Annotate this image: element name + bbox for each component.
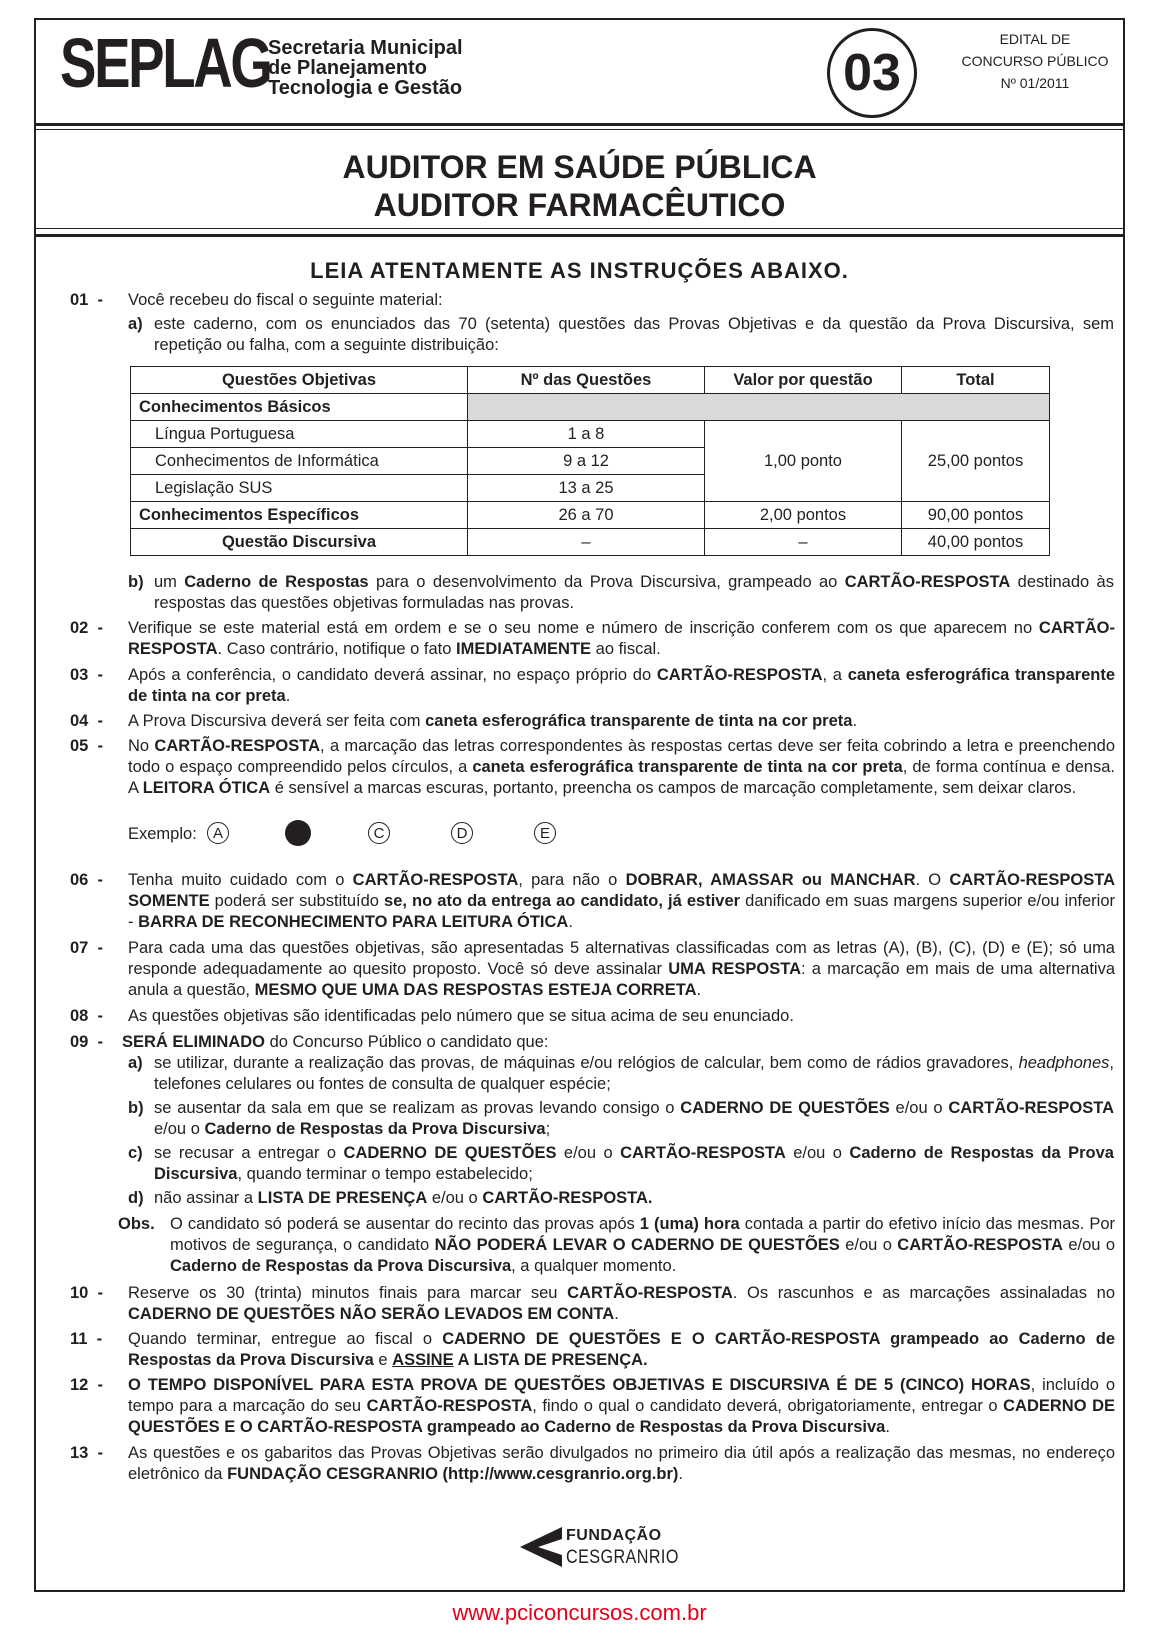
secretaria-name	[268, 38, 463, 98]
edital-info	[960, 28, 1110, 94]
header-cell: Nº das Questões	[468, 367, 705, 394]
range-cell: 9 a 12	[468, 448, 705, 475]
table-row	[131, 394, 1050, 421]
table-header-row	[131, 367, 1050, 394]
section-label: Conhecimentos Básicos	[131, 394, 468, 421]
divider	[36, 123, 1123, 126]
range-cell: 26 a 70	[468, 502, 705, 529]
range-cell: 1 a 8	[468, 421, 705, 448]
subject-cell: Conhecimentos Específicos	[131, 502, 468, 529]
subject-cell: Questão Discursiva	[131, 529, 468, 556]
edital-line: Nº 01/2011	[1000, 75, 1070, 91]
secretaria-line: Tecnologia e Gestão	[268, 77, 463, 99]
value-cell: 2,00 pontos	[705, 502, 902, 529]
header-cell: Total	[902, 367, 1050, 394]
instructions-heading: LEIA ATENTAMENTE AS INSTRUÇÕES ABAIXO.	[310, 258, 849, 283]
seplag-logo: SEPLAG	[60, 24, 271, 102]
subject-cell: Língua Portuguesa	[131, 421, 468, 448]
cesgranrio-logo	[520, 1525, 679, 1580]
divider	[36, 228, 1123, 229]
table-row	[131, 529, 1050, 556]
title-line: AUDITOR FARMACÊUTICO	[373, 187, 786, 223]
range-cell: –	[468, 529, 705, 556]
secretaria-line: Secretaria Municipal	[268, 37, 463, 59]
range-cell: 13 a 25	[468, 475, 705, 502]
divider	[36, 129, 1123, 130]
table-row	[131, 502, 1050, 529]
gray-cell	[468, 394, 1050, 421]
total-cell: 25,00 pontos	[902, 421, 1050, 502]
total-cell: 40,00 pontos	[902, 529, 1050, 556]
bubble-a: A	[207, 822, 229, 844]
subject-cell: Legislação SUS	[131, 475, 468, 502]
title-line: AUDITOR EM SAÚDE PÚBLICA	[342, 149, 817, 185]
distribution-table	[130, 366, 1050, 556]
bubble-e: E	[534, 822, 556, 844]
logo-text-bottom: CESGRANRIO	[566, 1547, 679, 1568]
secretaria-line: de Planejamento	[268, 57, 427, 79]
example-label: Exemplo:	[128, 825, 197, 843]
bubble-d: D	[451, 822, 473, 844]
value-cell: 1,00 ponto	[705, 421, 902, 502]
header-cell: Questões Objetivas	[131, 367, 468, 394]
subject-cell: Conhecimentos de Informática	[131, 448, 468, 475]
header-cell: Valor por questão	[705, 367, 902, 394]
edital-line: EDITAL DE	[999, 31, 1071, 47]
value-cell: –	[705, 529, 902, 556]
booklet-number: 03	[827, 28, 917, 118]
edital-line: CONCURSO PÚBLICO	[961, 53, 1109, 69]
marking-example	[70, 824, 1125, 854]
bubble-filled	[285, 820, 311, 846]
logo-text-top: FUNDAÇÃO	[566, 1527, 662, 1544]
bubble-c: C	[368, 822, 390, 844]
footer-url[interactable]: www.pciconcursos.com.br	[452, 1600, 707, 1625]
divider	[36, 234, 1123, 237]
table-row	[131, 421, 1050, 448]
total-cell: 90,00 pontos	[902, 502, 1050, 529]
position-titles	[0, 148, 1159, 224]
